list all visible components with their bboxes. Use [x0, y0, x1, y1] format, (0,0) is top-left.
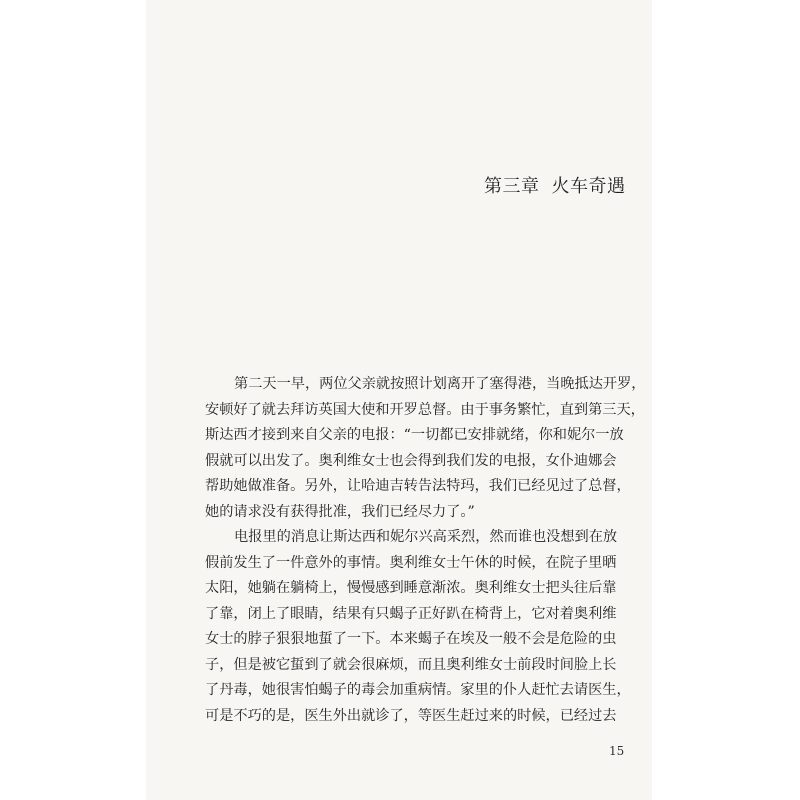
page-number: 15 [609, 744, 625, 758]
text-line: 了靠，闭上了眼睛，结果有只蝎子正好趴在椅背上，它对着奥利维 [205, 605, 617, 622]
text-line: 帮助她做准备。另外，让哈迪吉转告法特玛，我们已经见过了总督， [205, 478, 631, 494]
chapter-heading [484, 172, 634, 198]
text-line: 假就可以出发了。奥利维女士也会得到我们发的电报，女仆迪娜会 [205, 452, 617, 469]
text-line: 了丹毒，她很害怕蝎子的毒会加重病情。家里的仆人赶忙去请医生， [205, 682, 631, 698]
text-line: 她的请求没有获得批准，我们已经尽力了。” [205, 503, 475, 520]
text-line: 子，但是被它蜇到了就会很麻烦，而且奥利维女士前段时间脸上长 [205, 656, 617, 673]
text-line: 安顿好了就去拜访英国大使和开罗总督。由于事务繁忙，直到第三天， [205, 401, 645, 418]
paragraph [205, 372, 646, 525]
chapter-number: 第三章 [484, 176, 540, 197]
body-text [205, 372, 646, 729]
text-line: 可是不巧的是，医生外出就诊了，等医生赶过来的时候，已经过去 [205, 707, 617, 724]
text-line: 太阳，她躺在躺椅上，慢慢感到睡意渐浓。奥利维女士把头往后靠 [205, 580, 617, 596]
text-line: 女士的脖子狠狠地蜇了一下。本来蝎子在埃及一般不会是危险的虫 [205, 631, 617, 647]
text-line: 电报里的消息让斯达西和妮尔兴高采烈，然而谁也没想到在放 [234, 529, 618, 545]
text-line: 第二天一早，两位父亲就按照计划离开了塞得港，当晚抵达开罗， [234, 376, 646, 392]
paragraph [205, 525, 631, 729]
text-line: 斯达西才接到来自父亲的电报：“一切都已安排就绪，你和妮尔一放 [205, 427, 624, 443]
text-line: 假前发生了一件意外的事情。奥利维女士午休的时候，在院子里晒 [205, 554, 617, 571]
chapter-title-text: 火车奇遇 [551, 176, 626, 197]
